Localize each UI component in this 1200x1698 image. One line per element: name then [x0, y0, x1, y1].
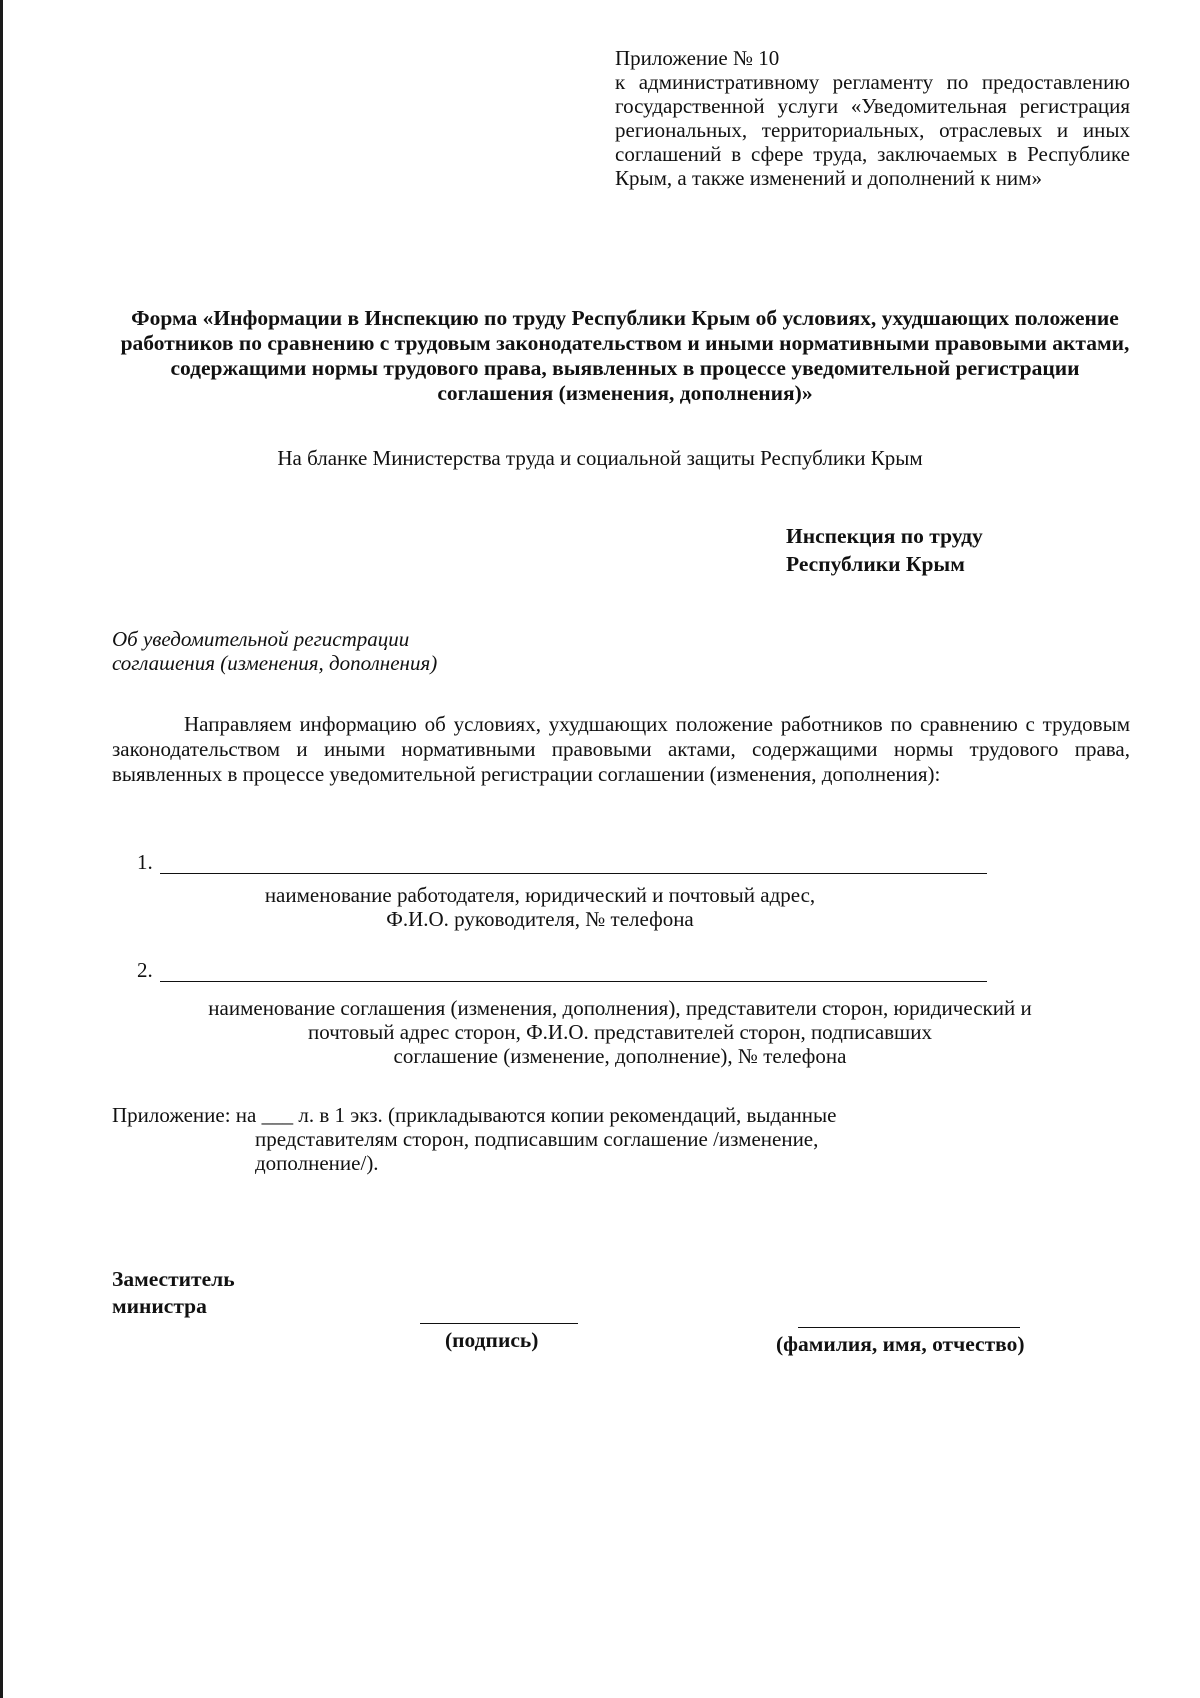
signature-line	[420, 1323, 578, 1324]
item-2-number: 2.	[137, 958, 153, 982]
addressee-line-1: Инспекция по труду	[786, 524, 983, 548]
item-2-caption-line-2: почтовый адрес сторон, Ф.И.О. представителей сторон, подписавших	[308, 1020, 932, 1044]
subject-line-2: соглашения (изменения, дополнения)	[112, 651, 438, 675]
item-1-caption-line-1: наименование работодателя, юридический и почтовый адрес,	[264, 883, 816, 907]
item-1-number: 1.	[137, 850, 153, 874]
signature-caption: (подпись)	[445, 1328, 539, 1352]
letterhead-note: На бланке Министерства труда и социальной защиты Республики Крым	[277, 446, 923, 470]
item-2-caption-line-3: соглашение (изменение, дополнение), № телефона	[393, 1044, 847, 1068]
attachment-block	[112, 1103, 1122, 1175]
annex-reference: к административному регламенту по предоставлению государственной услуги «Уведомительная регистрация региональных, территориальных, отраслевых и иных соглашений в сфере труда, заключаемых в Республике Крым, а также изменений и дополнений к ним»	[615, 70, 1130, 190]
annex-block	[615, 46, 1130, 190]
item-1-fill-line	[160, 873, 987, 874]
subject-line-1: Об уведомительной регистрации	[112, 627, 410, 651]
signatory-position	[112, 1266, 312, 1320]
main-paragraph: Направляем информацию об условиях, ухудшающих положение работников по сравнению с трудовым законодательством и иными нормативными правовыми актами, содержащими нормы трудового права, выявленных в процессе уведомительной регистрации соглашении (изменения, дополнения):	[112, 712, 1130, 786]
item-1-caption-line-2: Ф.И.О. руководителя, № телефона	[386, 907, 694, 931]
name-caption: (фамилия, имя, отчество)	[776, 1332, 1025, 1356]
name-line	[798, 1327, 1020, 1328]
annex-number: Приложение № 10	[615, 46, 780, 70]
item-2-caption-line-1: наименование соглашения (изменения, дополнения), представители сторон, юридический и	[208, 996, 1032, 1020]
attachment-line-2: представителям сторон, подписавшим соглашение /изменение,	[255, 1127, 819, 1151]
addressee	[786, 522, 1126, 578]
attachment-line-1: Приложение: на ___ л. в 1 экз. (прикладываются копии рекомендаций, выданные	[112, 1103, 837, 1127]
signatory-position-line-2: министра	[112, 1294, 207, 1318]
addressee-line-2: Республики Крым	[786, 552, 965, 576]
item-1-caption	[160, 883, 920, 931]
letter-subject	[112, 627, 712, 675]
item-2-caption	[125, 996, 1115, 1068]
attachment-line-3: дополнение/).	[255, 1151, 379, 1175]
scan-edge	[0, 0, 3, 1698]
item-2-fill-line	[160, 981, 987, 982]
signatory-position-line-1: Заместитель	[112, 1267, 235, 1291]
form-title: Форма «Информации в Инспекцию по труду Республики Крым об условиях, ухудшающих положение работников по сравнению с трудовым законодательством и иными нормативными правовыми актами, содержащими нормы трудового права, выявленных в процессе уведомительной регистрации соглашения (изменения, дополнения)»	[120, 306, 1130, 405]
